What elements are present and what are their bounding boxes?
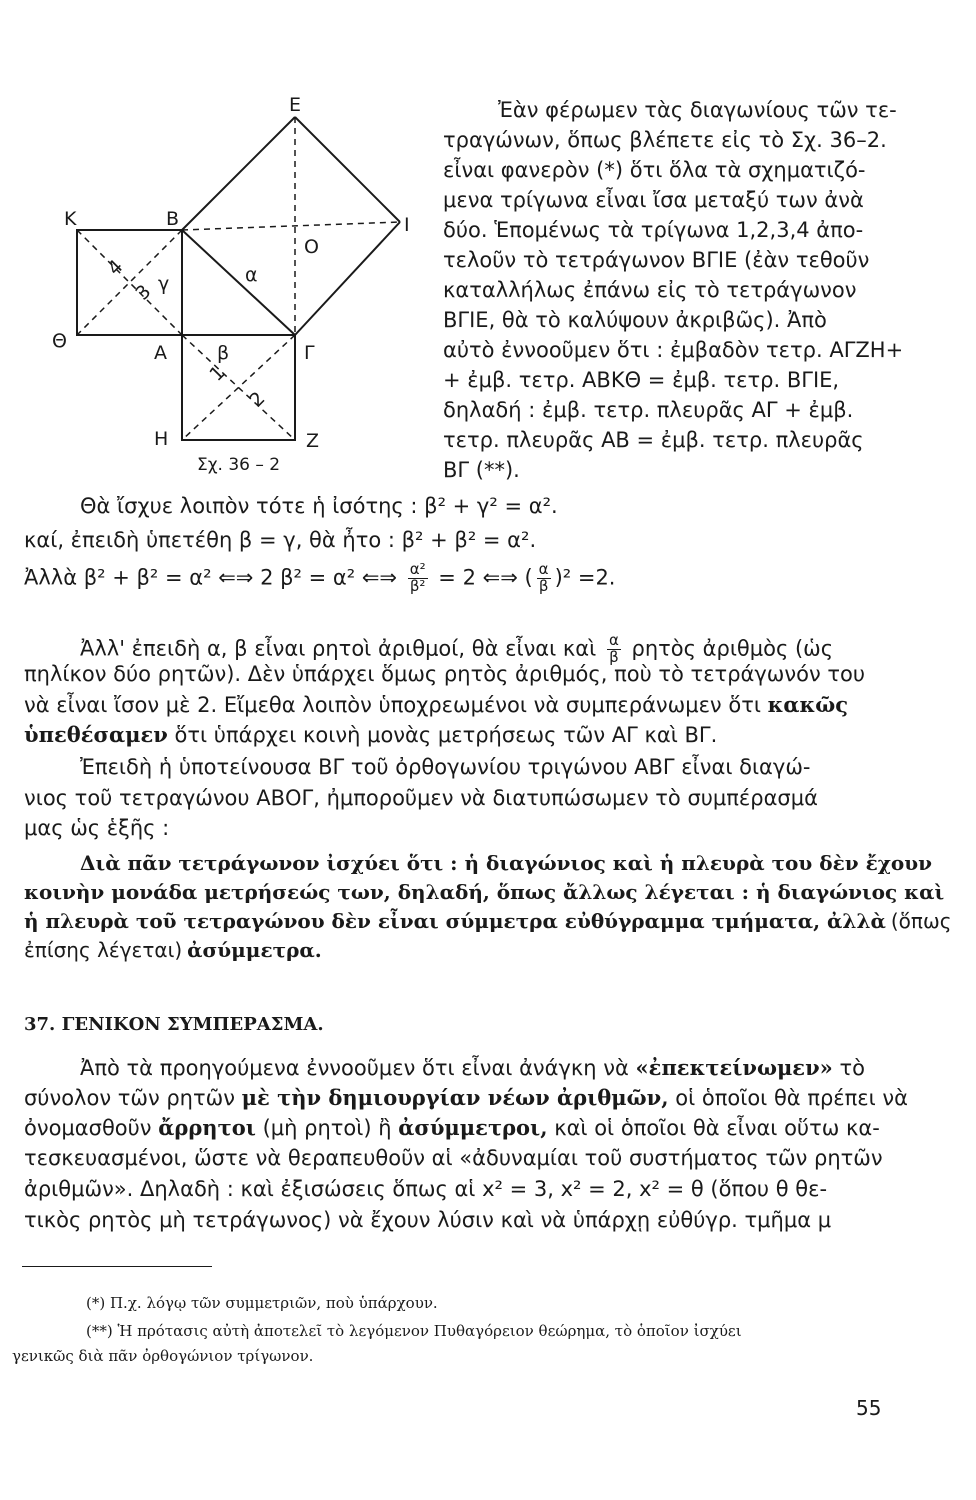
bold-text: μὲ τὴν δημιουργίαν νέων ἀριθμῶν, (241, 1085, 669, 1110)
plain-text: καὶ οἱ ὁποῖοι θὰ εἶναι οὕτω κα- (554, 1116, 880, 1140)
fraction-denominator: β (538, 576, 549, 595)
label-alpha: α (245, 264, 258, 286)
bold-statement-line (24, 911, 951, 932)
page-number: 55 (856, 1396, 882, 1420)
section-heading: 37. ΓΕΝΙΚΟΝ ΣΥΜΠΕΡΑΣΜΑ. (24, 1014, 324, 1035)
p1-text: ὅτι ὑπάρχει κοινὴ μονὰς μετρήσεως τῶν ΑΓ καὶ ΒΓ. (174, 723, 718, 747)
plain-text: οἱ ὁποῖοι θὰ πρέπει νὰ (675, 1086, 908, 1110)
label-gamma-lower: γ (158, 273, 170, 295)
side-text-line: δύο. Ἑπομένως τὰ τρίγωνα 1,2,3,4 ἀπο- (443, 218, 864, 242)
label-b: B (166, 208, 180, 230)
side-text-line: + ἐμβ. τετρ. ΑΒΚΘ = ἐμβ. τετρ. ΒΓΙΕ, (443, 368, 840, 392)
paragraph-3-line: τεσκευασμένοι, ὥστε νὰ θεραπευθοῦν αἱ «ἀδυναμίαι τοῦ συστήματος τῶν ρητῶν (24, 1146, 883, 1170)
p1-text: νὰ εἶναι ἴσον μὲ 2. Εἴμεθα λοιπὸν ὑποχρεωμένοι νὰ συμπεράνωμεν ὅτι (24, 693, 761, 717)
bold-text: ἄρρητοι (158, 1115, 256, 1140)
line-ei (295, 117, 400, 222)
footnote: (*) Π.χ. λόγῳ τῶν συμμετριῶν, ποὺ ὑπάρχουν. (86, 1294, 438, 1312)
label-z: Z (306, 430, 320, 452)
side-text-line: δηλαδή : ἐμβ. τετρ. πλευρᾶς ΑΓ + ἐμβ. (443, 398, 854, 422)
line-bg (182, 230, 295, 335)
footnote-separator (22, 1266, 212, 1267)
p1-first-b: ρητὸς ἀριθμὸς (ὡς (631, 636, 834, 661)
line-be (182, 117, 295, 230)
equation-line-3 (24, 562, 615, 595)
paragraph-3-line (80, 1057, 865, 1079)
fraction-numerator: α² (409, 560, 426, 578)
paragraph-2-line: μας ὡς ἑξῆς : (24, 816, 170, 840)
side-text-line: ΒΓΙΕ, θὰ τὸ καλύψουν ἀκριβῶς). Ἀπὸ (443, 308, 827, 332)
bold-text: ἡ πλευρὰ τοῦ τετραγώνου δὲν εἶναι σύμμετρα εὐθύγραμμα τμήματα, ἀλλὰ (24, 909, 886, 933)
fraction-numerator: α (538, 560, 549, 578)
label-k: K (64, 208, 77, 230)
side-text-line: καταλλήλως ἐπάνω εἰς τὸ τετράγωνον (443, 278, 857, 302)
side-text-line: τετρ. πλευρᾶς ΑΒ = ἐμβ. τετρ. πλευρᾶς (443, 428, 864, 452)
diag-bi (182, 222, 400, 230)
fraction-alpha-beta-inline (607, 633, 621, 666)
p1-bold-kakos: κακῶς (767, 692, 849, 717)
paragraph-1-line (80, 633, 833, 666)
paragraph-2-line: Ἐπειδὴ ἡ ὑποτείνουσα ΒΓ τοῦ ὀρθογωνίου τριγώνου ΑΒΓ εἶναι διαγώ- (80, 755, 811, 779)
figure-caption: Σχ. 36 – 2 (197, 455, 281, 475)
label-e: E (289, 94, 302, 116)
label-beta: β (217, 342, 230, 364)
fraction-alpha-beta (537, 562, 551, 595)
paragraph-3-line: τικὸς ρητὸς μὴ τετράγωνος) νὰ ἔχουν λύσιν καὶ νὰ ὑπάρχῃ εὐθύγρ. τμῆμα μ (24, 1208, 832, 1232)
label-triangle-1: 1 (205, 361, 230, 386)
paragraph-3-line (24, 1117, 880, 1139)
plain-text: ἐπίσης λέγεται) (24, 938, 183, 962)
label-a: A (154, 342, 167, 364)
p1-first-a: Ἀλλ' ἐπειδὴ α, β εἶναι ρητοὶ ἀριθμοί, θὰ εἶναι καὶ (80, 636, 597, 661)
label-triangle-2: 2 (245, 387, 270, 412)
label-h: H (154, 428, 169, 450)
label-triangle-3: 3 (131, 280, 156, 305)
plain-text: σύνολον τῶν ρητῶν (24, 1086, 235, 1110)
plain-text: τὸ (839, 1056, 865, 1080)
bold-text: ἀσύμμετρα. (187, 938, 322, 962)
paragraph-3-line: ἀριθμῶν». Δηλαδὴ : καὶ ἐξισώσεις ὅπως αἱ x² = 3, x² = 2, x² = θ (ὅπου θ θε- (24, 1177, 828, 1201)
bold-statement-line: Διὰ πᾶν τετράγωνον ἰσχύει ὅτι : ἡ διαγώνιος καὶ ἡ πλευρὰ του δὲν ἔχουν (80, 851, 932, 875)
footnote: (**) Ἡ πρότασις αὐτὴ ἀποτελεῖ τὸ λεγόμενον Πυθαγόρειον θεώρημα, τὸ ὁποῖον ἰσχύει (86, 1322, 742, 1340)
bold-statement-line (24, 940, 322, 961)
side-text-line: ΒΓ (**). (443, 458, 520, 482)
label-theta: Θ (52, 330, 67, 352)
eq3-part-b: = 2 ⇐⇒ ( (438, 565, 533, 590)
fraction-numerator: α (608, 631, 619, 649)
paragraph-1-line (24, 724, 717, 746)
plain-text: (ὅπως (890, 909, 952, 933)
side-text-line: εἶναι φανερὸν (*) ὅτι ὅλα τὰ σχηματιζό- (443, 158, 866, 182)
paragraph-3-line (24, 1087, 908, 1109)
equation-line-1: Θὰ ἴσχυε λοιπὸν τότε ἡ ἰσότης : β² + γ² = α². (80, 494, 558, 518)
paragraph-2-line: νιος τοῦ τετραγώνου ΑΒΟΓ, ἠμποροῦμεν νὰ διατυπώσωμεν τὸ συμπέρασμά (24, 786, 818, 810)
label-i: I (404, 214, 410, 236)
bold-text: ἀσύμμετροι, (398, 1115, 548, 1140)
equation-line-2: καί, ἐπειδὴ ὑπετέθη β = γ, θὰ ἦτο : β² + β² = α². (24, 528, 537, 552)
fraction-denominator: β (609, 647, 619, 666)
side-text-line: Ἐὰν φέρωμεν τὰς διαγωνίους τῶν τε- (498, 98, 897, 122)
plain-text: (μὴ ρητοὶ) ἢ (262, 1116, 392, 1140)
label-o: O (304, 236, 319, 258)
side-text-line: τραγώνων, ὅπως βλέπετε εἰς τὸ Σχ. 36–2. (443, 128, 887, 152)
fraction-alpha2-beta2 (408, 562, 428, 595)
side-text-line: αὐτὸ ἐννοοῦμεν ὅτι : ἐμβαδὸν τετρ. ΑΓΖΗ+ (443, 338, 904, 362)
paragraph-1-line: πηλίκον δύο ρητῶν). Δὲν ὑπάρχει ὅμως ρητὸς ἀριθμός, ποὺ τὸ τετράγωνόν του (24, 662, 866, 686)
plain-text: Ἀπὸ τὰ προηγούμενα ἐννοοῦμεν ὅτι εἶναι ἀνάγκη νὰ (80, 1056, 629, 1080)
footnote: γενικῶς διὰ πᾶν ὀρθογώνιον τρίγωνον. (12, 1347, 314, 1365)
side-text-line: τελοῦν τὸ τετράγωνον ΒΓΙΕ (ἐὰν τεθοῦν (443, 248, 870, 272)
eq3-part-c: )² =2. (554, 565, 616, 590)
label-triangle-4: 4 (103, 255, 128, 280)
bold-text: «ἐπεκτείνωμεν» (635, 1055, 833, 1080)
figure-36-2 (40, 85, 440, 485)
bold-statement-line: κοινὴν μονάδα μετρήσεώς των, δηλαδή, ὅπως ἄλλως λέγεται : ἡ διαγώνιος καὶ (24, 880, 945, 904)
p1-bold-ypethesamen: ὑπεθέσαμεν (24, 722, 168, 747)
eq3-part-a: Ἀλλὰ β² + β² = α² ⇐⇒ 2 β² = α² ⇐⇒ (24, 565, 398, 590)
label-gamma-upper: Γ (304, 342, 315, 364)
paragraph-1-line (24, 694, 848, 716)
side-text-line: μενα τρίγωνα εἶναι ἴσα μεταξύ των ἀνὰ (443, 188, 864, 212)
fraction-denominator: β² (409, 576, 426, 595)
plain-text: ὀνομασθοῦν (24, 1116, 152, 1140)
